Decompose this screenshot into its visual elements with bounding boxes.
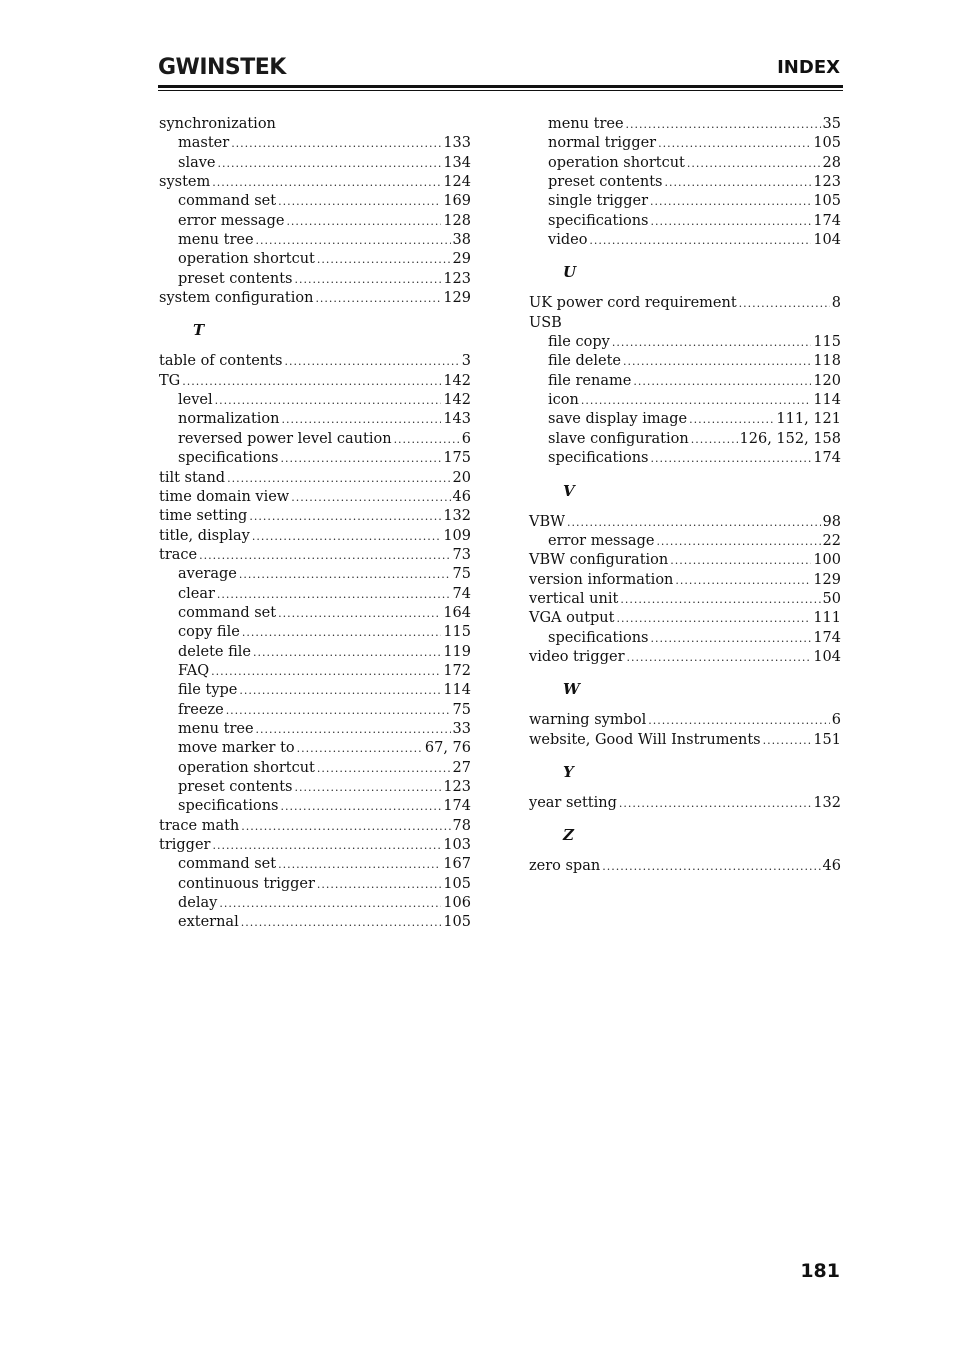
index-term: normalization bbox=[178, 411, 280, 428]
index-subentry bbox=[529, 629, 841, 648]
index-page-ref: 143 bbox=[443, 411, 471, 428]
index-entry bbox=[529, 513, 841, 532]
index-page-ref: 128 bbox=[443, 212, 471, 229]
index-term: freeze bbox=[178, 701, 224, 718]
index-term: video bbox=[548, 232, 588, 249]
dot-leader bbox=[581, 391, 811, 410]
index-letter-heading: W bbox=[563, 680, 580, 699]
index-term: TG bbox=[159, 372, 181, 389]
index-page-ref: 105 bbox=[813, 135, 841, 152]
dot-leader bbox=[650, 629, 811, 648]
dot-leader bbox=[239, 681, 441, 700]
index-page-ref: 118 bbox=[813, 353, 841, 370]
index-subentry bbox=[159, 855, 471, 874]
dot-leader bbox=[687, 154, 821, 173]
index-page-ref: 111, 121 bbox=[776, 411, 841, 428]
index-entry bbox=[159, 173, 471, 192]
dot-leader bbox=[199, 546, 450, 565]
index-page-ref: 164 bbox=[443, 604, 471, 621]
index-page-ref: 129 bbox=[443, 290, 471, 307]
index-subentry bbox=[159, 894, 471, 913]
index-subentry bbox=[159, 212, 471, 231]
index-page-ref: 38 bbox=[452, 232, 471, 249]
index-term: zero span bbox=[529, 858, 601, 875]
dot-leader bbox=[589, 231, 811, 250]
index-subentry bbox=[159, 662, 471, 681]
index-term: command set bbox=[178, 604, 277, 621]
index-entry bbox=[159, 469, 471, 488]
index-term: average bbox=[178, 566, 237, 583]
index-subentry bbox=[529, 212, 841, 231]
dot-leader bbox=[212, 836, 441, 855]
index-term: slave bbox=[178, 154, 216, 171]
dot-leader bbox=[739, 294, 830, 313]
index-page-ref: 50 bbox=[822, 590, 841, 607]
index-subentry bbox=[529, 134, 841, 153]
index-term: file copy bbox=[548, 334, 610, 351]
index-entry bbox=[529, 314, 841, 333]
index-subentry bbox=[529, 333, 841, 352]
dot-leader bbox=[280, 449, 441, 468]
index-page-ref: 105 bbox=[443, 875, 471, 892]
index-page-ref: 74 bbox=[452, 585, 471, 602]
index-term: clear bbox=[178, 585, 215, 602]
index-page-ref: 6 bbox=[461, 430, 471, 447]
index-entry bbox=[529, 590, 841, 609]
index-entry bbox=[159, 372, 471, 391]
dot-leader bbox=[650, 212, 811, 231]
index-term: vertical unit bbox=[529, 590, 619, 607]
index-page-ref: 75 bbox=[452, 566, 471, 583]
dot-leader bbox=[211, 662, 441, 681]
index-entry bbox=[159, 527, 471, 546]
index-term: specifications bbox=[548, 212, 649, 229]
index-page-ref: 8 bbox=[831, 295, 841, 312]
index-term: command set bbox=[178, 856, 277, 873]
dot-leader bbox=[286, 212, 441, 231]
dot-leader bbox=[623, 352, 811, 371]
index-subentry bbox=[159, 154, 471, 173]
dot-leader bbox=[633, 372, 811, 391]
dot-leader bbox=[239, 565, 451, 584]
index-term: title, display bbox=[159, 527, 250, 544]
index-term: version information bbox=[529, 571, 674, 588]
dot-leader bbox=[280, 797, 441, 816]
index-entry bbox=[159, 115, 471, 134]
index-subentry bbox=[159, 875, 471, 894]
index-term: video trigger bbox=[529, 648, 625, 665]
dot-leader bbox=[317, 875, 441, 894]
index-entry bbox=[159, 352, 471, 371]
index-term: save display image bbox=[548, 411, 688, 428]
index-subentry bbox=[159, 643, 471, 662]
dot-leader bbox=[215, 391, 442, 410]
index-subentry bbox=[159, 797, 471, 816]
dot-leader bbox=[648, 711, 830, 730]
index-term: file delete bbox=[548, 353, 621, 370]
index-page-ref: 114 bbox=[443, 682, 471, 699]
index-subentry bbox=[159, 759, 471, 778]
dot-leader bbox=[689, 410, 774, 429]
index-term: single trigger bbox=[548, 193, 648, 210]
dot-leader bbox=[650, 192, 811, 211]
dot-leader bbox=[242, 623, 441, 642]
index-page-ref: 134 bbox=[443, 154, 471, 171]
index-subentry bbox=[159, 585, 471, 604]
dot-leader bbox=[297, 739, 423, 758]
index-term: move marker to bbox=[178, 740, 295, 757]
header-rule bbox=[158, 85, 843, 88]
index-term: synchronization bbox=[159, 116, 276, 132]
index-entry bbox=[159, 817, 471, 836]
index-term: preset contents bbox=[548, 174, 663, 191]
index-subentry bbox=[159, 623, 471, 642]
index-page-ref: 27 bbox=[452, 759, 471, 776]
index-page-ref: 167 bbox=[443, 856, 471, 873]
dot-leader bbox=[256, 231, 451, 250]
index-page-ref: 67, 76 bbox=[424, 740, 471, 757]
index-term: level bbox=[178, 392, 213, 409]
index-page-ref: 169 bbox=[443, 193, 471, 210]
dot-leader bbox=[675, 571, 811, 590]
index-page-ref: 120 bbox=[813, 372, 841, 389]
index-term: error message bbox=[178, 212, 285, 229]
index-term: system bbox=[159, 174, 211, 191]
index-subentry bbox=[529, 352, 841, 371]
index-term: external bbox=[178, 914, 239, 931]
dot-leader bbox=[317, 250, 451, 269]
dot-leader bbox=[658, 134, 811, 153]
index-page-ref: 172 bbox=[443, 662, 471, 679]
index-entry bbox=[159, 488, 471, 507]
index-entry bbox=[529, 571, 841, 590]
index-page-ref: 100 bbox=[813, 552, 841, 569]
dot-leader bbox=[291, 488, 450, 507]
index-page-ref: 78 bbox=[452, 817, 471, 834]
dot-leader bbox=[241, 817, 450, 836]
index-term: website, Good Will Instruments bbox=[529, 731, 761, 748]
index-term: specifications bbox=[178, 798, 279, 815]
index-term: trigger bbox=[159, 837, 211, 854]
index-page-ref: 105 bbox=[443, 914, 471, 931]
index-subentry bbox=[529, 430, 841, 449]
index-page-ref: 132 bbox=[443, 508, 471, 525]
index-term: error message bbox=[548, 532, 655, 549]
index-term: VBW configuration bbox=[529, 552, 669, 569]
index-term: operation shortcut bbox=[178, 251, 315, 268]
index-entry bbox=[529, 551, 841, 570]
index-page-ref: 98 bbox=[822, 513, 841, 530]
index-term: preset contents bbox=[178, 270, 293, 287]
index-subentry bbox=[159, 449, 471, 468]
index-page-ref: 75 bbox=[452, 701, 471, 718]
index-subentry bbox=[529, 173, 841, 192]
index-term: slave configuration bbox=[548, 430, 689, 447]
index-subentry bbox=[159, 410, 471, 429]
index-entry bbox=[529, 711, 841, 730]
index-page-ref: 114 bbox=[813, 392, 841, 409]
index-term: file type bbox=[178, 682, 238, 699]
dot-leader bbox=[219, 894, 441, 913]
dot-leader bbox=[231, 134, 441, 153]
dot-leader bbox=[650, 449, 811, 468]
index-page-ref: 109 bbox=[443, 527, 471, 544]
index-page-ref: 111 bbox=[813, 610, 841, 627]
index-subentry bbox=[159, 604, 471, 623]
index-entry bbox=[159, 289, 471, 308]
index-term: system configuration bbox=[159, 290, 314, 307]
dot-leader bbox=[567, 513, 821, 532]
index-page-ref: 104 bbox=[813, 648, 841, 665]
dot-leader bbox=[315, 289, 441, 308]
index-entry bbox=[159, 546, 471, 565]
index-term: delete file bbox=[178, 643, 251, 660]
index-page-ref: 115 bbox=[813, 334, 841, 351]
index-page-ref: 174 bbox=[813, 450, 841, 467]
index-subentry bbox=[529, 391, 841, 410]
index-term: copy file bbox=[178, 624, 240, 641]
index-term: time setting bbox=[159, 508, 248, 525]
index-page-ref: 33 bbox=[452, 720, 471, 737]
index-page-ref: 175 bbox=[443, 450, 471, 467]
index-page-ref: 46 bbox=[822, 858, 841, 875]
dot-leader bbox=[656, 532, 820, 551]
dot-leader bbox=[664, 173, 811, 192]
index-term: menu tree bbox=[178, 232, 254, 249]
index-entry bbox=[529, 648, 841, 667]
dot-leader bbox=[763, 731, 812, 750]
dot-leader bbox=[294, 270, 441, 289]
index-page-ref: 142 bbox=[443, 372, 471, 389]
index-subentry bbox=[159, 430, 471, 449]
index-entry bbox=[529, 731, 841, 750]
dot-leader bbox=[241, 913, 442, 932]
index-page-ref: 129 bbox=[813, 571, 841, 588]
dot-leader bbox=[282, 410, 442, 429]
index-page-ref: 46 bbox=[452, 488, 471, 505]
index-term: icon bbox=[548, 392, 579, 409]
index-term: year setting bbox=[529, 794, 617, 811]
page-number: 181 bbox=[800, 1260, 840, 1282]
index-page-ref: 105 bbox=[813, 193, 841, 210]
index-subentry bbox=[159, 913, 471, 932]
index-subentry bbox=[159, 739, 471, 758]
index-letter-heading: V bbox=[563, 481, 575, 500]
index-subentry bbox=[529, 115, 841, 134]
dot-leader bbox=[394, 430, 460, 449]
dot-leader bbox=[278, 855, 441, 874]
dot-leader bbox=[218, 154, 442, 173]
dot-leader bbox=[620, 590, 820, 609]
index-page-ref: 115 bbox=[443, 624, 471, 641]
dot-leader bbox=[226, 701, 451, 720]
index-page-ref: 123 bbox=[443, 779, 471, 795]
dot-leader bbox=[626, 115, 821, 134]
index-letter-heading: Y bbox=[563, 762, 574, 781]
index-subentry bbox=[529, 192, 841, 211]
index-term: trace math bbox=[159, 817, 240, 834]
index-page-ref: 123 bbox=[813, 174, 841, 191]
dot-leader bbox=[278, 192, 441, 211]
dot-leader bbox=[317, 759, 451, 778]
index-term: specifications bbox=[548, 450, 649, 467]
index-page-ref: 29 bbox=[452, 251, 471, 268]
index-entry bbox=[159, 507, 471, 526]
dot-leader bbox=[217, 585, 451, 604]
index-term: command set bbox=[178, 193, 277, 210]
index-subentry bbox=[529, 410, 841, 429]
dot-leader bbox=[278, 604, 441, 623]
index-page-ref: 174 bbox=[813, 629, 841, 646]
index-term: VGA output bbox=[529, 610, 615, 627]
dot-leader bbox=[294, 778, 441, 797]
index-term: operation shortcut bbox=[178, 759, 315, 776]
index-page-ref: 3 bbox=[461, 353, 471, 370]
index-page-ref: 126, 152, 158 bbox=[739, 430, 841, 447]
index-term: master bbox=[178, 135, 230, 152]
index-term: menu tree bbox=[548, 116, 624, 132]
index-term: UK power cord requirement bbox=[529, 295, 737, 312]
index-page-ref: 142 bbox=[443, 392, 471, 409]
dot-leader bbox=[612, 333, 811, 352]
index-page-ref: 6 bbox=[831, 712, 841, 729]
dot-leader bbox=[670, 551, 811, 570]
dot-leader bbox=[182, 372, 441, 391]
index-term: delay bbox=[178, 895, 218, 912]
index-letter-heading: Z bbox=[563, 826, 574, 845]
header-rule-thin bbox=[158, 90, 843, 91]
index-subentry bbox=[159, 250, 471, 269]
index-subentry bbox=[159, 720, 471, 739]
dot-leader bbox=[256, 720, 451, 739]
index-page-ref: 20 bbox=[452, 469, 471, 486]
index-subentry bbox=[159, 681, 471, 700]
index-page-ref: 124 bbox=[443, 174, 471, 191]
index-page-ref: 123 bbox=[443, 270, 471, 287]
index-subentry bbox=[159, 134, 471, 153]
index-page-ref: 174 bbox=[443, 798, 471, 815]
section-title: INDEX bbox=[777, 57, 840, 78]
index-term: warning symbol bbox=[529, 712, 647, 729]
dot-leader bbox=[253, 643, 441, 662]
index-term: reversed power level caution bbox=[178, 430, 392, 447]
dot-leader bbox=[252, 527, 441, 546]
index-page-ref: 119 bbox=[443, 643, 471, 660]
dot-leader bbox=[627, 648, 812, 667]
index-page-ref: 103 bbox=[443, 837, 471, 854]
dot-leader bbox=[227, 469, 450, 488]
index-subentry bbox=[529, 154, 841, 173]
index-subentry bbox=[529, 372, 841, 391]
index-entry bbox=[529, 857, 841, 876]
index-term: specifications bbox=[548, 629, 649, 646]
index-subentry bbox=[159, 391, 471, 410]
index-term: USB bbox=[529, 314, 562, 331]
index-subentry bbox=[159, 270, 471, 289]
index-entry bbox=[529, 794, 841, 813]
index-page-ref: 151 bbox=[813, 731, 841, 748]
dot-leader bbox=[249, 507, 441, 526]
index-term: trace bbox=[159, 546, 198, 563]
index-page-ref: 132 bbox=[813, 794, 841, 811]
index-term: file rename bbox=[548, 372, 632, 389]
index-page-ref: 22 bbox=[822, 532, 841, 549]
index-term: menu tree bbox=[178, 720, 254, 737]
index-subentry bbox=[159, 778, 471, 797]
dot-leader bbox=[616, 609, 811, 628]
index-term: operation shortcut bbox=[548, 154, 685, 171]
index-page-ref: 106 bbox=[443, 895, 471, 912]
index-term: normal trigger bbox=[548, 135, 657, 152]
index-subentry bbox=[529, 231, 841, 250]
brand-logo: GWINSTEK bbox=[158, 55, 286, 80]
index-page-ref: 174 bbox=[813, 212, 841, 229]
index-subentry bbox=[159, 192, 471, 211]
index-subentry bbox=[159, 565, 471, 584]
index-page-ref: 73 bbox=[452, 546, 471, 563]
index-page-ref: 104 bbox=[813, 232, 841, 249]
index-column-right bbox=[529, 115, 841, 877]
dot-leader bbox=[602, 857, 820, 876]
index-letter-heading: T bbox=[193, 321, 205, 340]
index-term: specifications bbox=[178, 450, 279, 467]
index-term: continuous trigger bbox=[178, 875, 315, 892]
dot-leader bbox=[619, 794, 811, 813]
dot-leader bbox=[691, 430, 738, 449]
index-subentry bbox=[159, 701, 471, 720]
dot-leader bbox=[285, 352, 460, 371]
index-term: preset contents bbox=[178, 779, 293, 795]
index-subentry bbox=[159, 231, 471, 250]
index-page-ref: 35 bbox=[822, 116, 841, 132]
index-page-ref: 28 bbox=[822, 154, 841, 171]
dot-leader bbox=[212, 173, 441, 192]
index-subentry bbox=[529, 449, 841, 468]
index-term: table of contents bbox=[159, 353, 283, 370]
index-page-ref: 133 bbox=[443, 135, 471, 152]
index-term: FAQ bbox=[178, 662, 210, 679]
index-column-left bbox=[159, 115, 471, 933]
index-term: time domain view bbox=[159, 488, 290, 505]
index-entry bbox=[529, 294, 841, 313]
index-term: tilt stand bbox=[159, 469, 226, 486]
index-subentry bbox=[529, 532, 841, 551]
index-entry bbox=[159, 836, 471, 855]
index-letter-heading: U bbox=[563, 263, 577, 282]
index-term: VBW bbox=[529, 513, 566, 530]
index-entry bbox=[529, 609, 841, 628]
